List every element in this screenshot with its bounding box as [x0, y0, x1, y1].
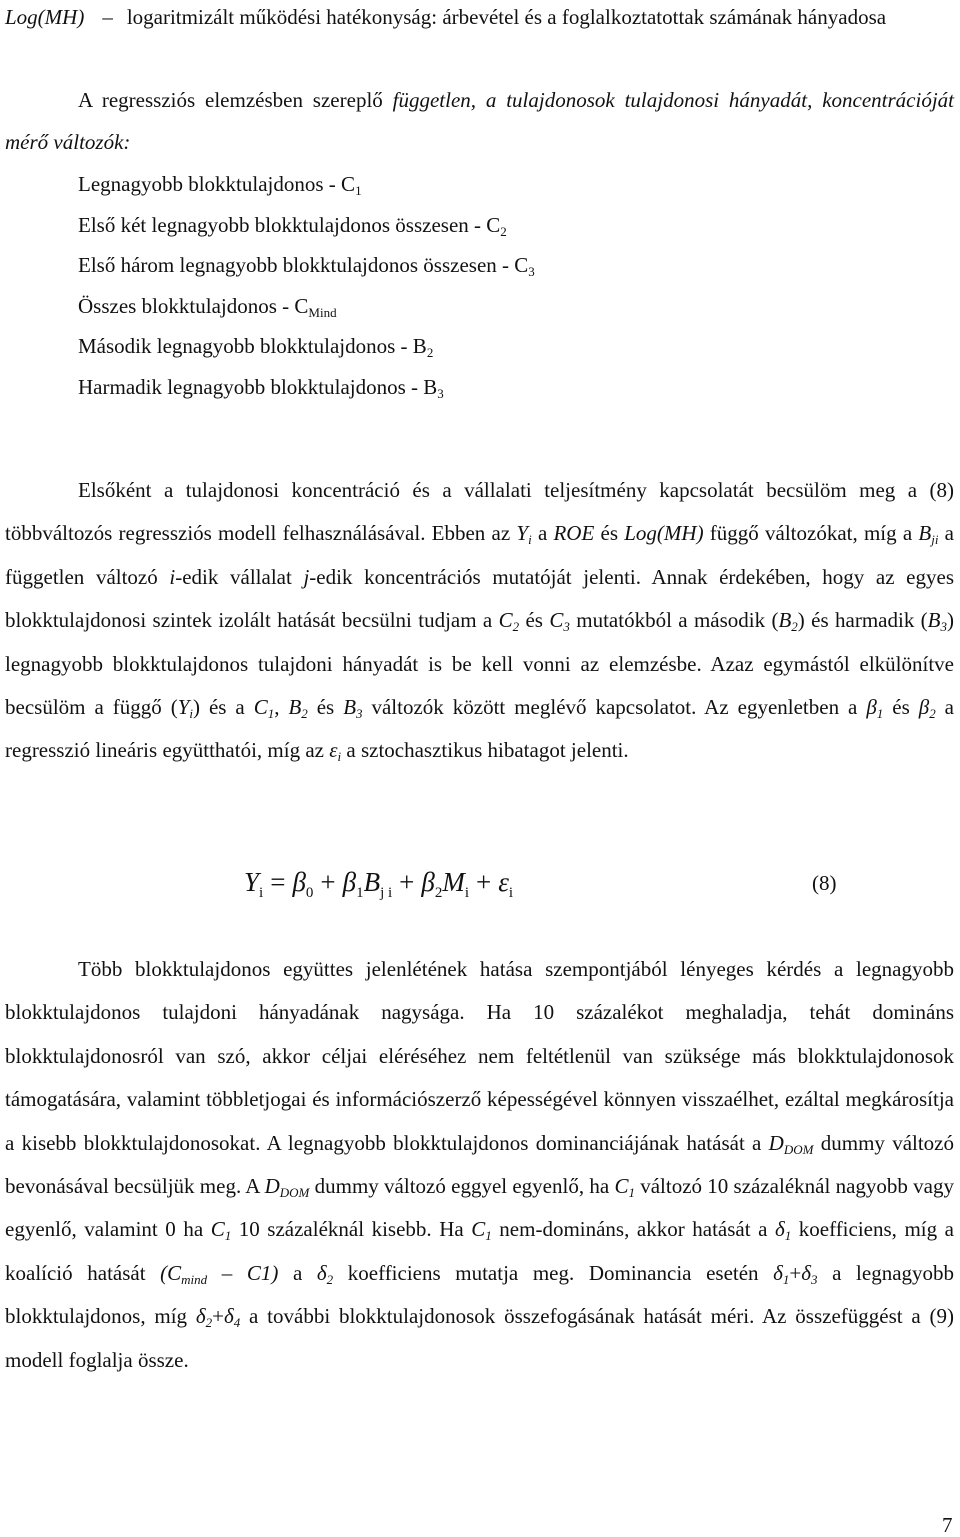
text-fragment: 1 [784, 1228, 792, 1244]
logmh-term: Log(MH) [5, 5, 85, 29]
variable-subscript: Mind [308, 304, 337, 320]
text-fragment: i [464, 885, 470, 901]
text-fragment: a további blokktulajdonosok összefogásának hatását méri. Az összefüggést a (9) modell foglalja össze. [5, 1304, 955, 1372]
text-fragment: Több blokktulajdonos együttes jelenlétének hatása szempontjából lényeges kérdés a legnagyobb blokktulajdonos tulajdoni hányadának nagysága. Ha 10 százalékot meghaladja, tehát domináns blokktulajdonosról van szó, akkor céljai eléréséhez nem feltétlenül van szüksége más blokktulajdonosok támogatására, valamint többletjogai és információszerző képességével könnyen visszaélhet, ezáltal megkárosítja a kisebb blokktulajdonosokat. A legnagyobb blokktulajdonos dominanciájának hatását a [5, 957, 954, 1155]
dominance-paragraph [5, 948, 954, 1382]
variable-subscript: 3 [528, 264, 535, 279]
text-fragment: koefficiens mutatja meg. Dominancia esetén [333, 1260, 774, 1285]
text-fragment: i [528, 532, 532, 548]
text-fragment: nem-domináns, akkor hatását a [491, 1217, 775, 1242]
text-fragment: és [594, 521, 625, 546]
text-fragment: D [768, 1130, 784, 1155]
text-fragment: a független változó [5, 521, 954, 589]
text-fragment: 1 [224, 1228, 232, 1244]
text-fragment: 2 [434, 885, 443, 901]
text-fragment: i [337, 749, 342, 765]
text-fragment: 0 [305, 885, 314, 901]
text-fragment: B [927, 608, 941, 633]
text-fragment: 2 [205, 1315, 213, 1331]
variable-item [78, 367, 535, 408]
text-fragment: + [399, 867, 415, 897]
text-fragment: -edik vállalat [175, 564, 304, 589]
text-fragment: C [498, 608, 513, 633]
text-fragment: Y [516, 521, 529, 546]
page-number: 7 [942, 1513, 953, 1537]
definition-dash: – [102, 5, 113, 29]
variable-subscript: 2 [500, 223, 507, 239]
text-fragment: B [288, 695, 302, 720]
text-fragment: 4 [233, 1315, 241, 1331]
variable-label: Első két legnagyobb blokktulajdonos összesen - C [78, 212, 501, 237]
subscript [784, 1142, 814, 1157]
text-fragment: és [307, 695, 344, 720]
text-fragment: δ [801, 1260, 812, 1285]
text-fragment: 10 százaléknál kisebb. Ha [231, 1217, 472, 1242]
text-fragment: ) legnagyobb blokktulajdonos tulajdoni hányadát is be kell vonni az elemzésbe. Azaz egymástól elkülönítve becsülöm a függő ( [5, 608, 954, 720]
variable-label: Második legnagyobb blokktulajdonos - B [78, 334, 427, 358]
logmh-definition: logaritmizált működési hatékonyság: árbevétel és a foglalkoztatottak számának hányadosa [126, 5, 887, 29]
text-fragment: 3 [563, 619, 570, 635]
text-fragment: ROE [553, 521, 595, 546]
regression-intro-lead: A regressziós elemzésben szereplő [78, 88, 393, 112]
text-fragment: 1 [267, 706, 275, 722]
text-fragment: a [531, 521, 554, 546]
text-fragment: változó 10 százaléknál nagyobb vagy egyenlő, valamint 0 ha [5, 1174, 954, 1242]
variable-label: Harmadik legnagyobb blokktulajdonos - B [78, 374, 438, 399]
text-fragment: a sztochasztikus hibatagot jelenti. [341, 738, 629, 763]
text-fragment: mutatókból a második ( [569, 608, 779, 633]
text-fragment: 1 [485, 1228, 492, 1244]
text-fragment: 3 [356, 706, 363, 722]
text-fragment: i [189, 706, 193, 722]
variable-subscript: 3 [437, 385, 444, 401]
text-fragment: B [363, 867, 381, 897]
concentration-paragraph [5, 469, 954, 773]
text-fragment: δ [773, 1260, 783, 1285]
text-fragment: 2 [512, 619, 520, 635]
text-fragment: és [883, 695, 919, 720]
text-fragment: Log(MH) [624, 521, 704, 546]
text-fragment: és [519, 608, 550, 633]
text-fragment: ε [329, 738, 338, 763]
subscript [380, 885, 392, 901]
regression-equation [244, 862, 513, 902]
text-fragment: C [471, 1217, 486, 1242]
variable-label: Összes blokktulajdonos - C [78, 293, 309, 318]
text-fragment: 1 [782, 1271, 790, 1287]
text-fragment: változók között meglévő kapcsolatot. Az egyenletben a [362, 695, 867, 720]
variable-item [78, 286, 535, 327]
text-fragment: Elsőként a tulajdonosi koncentráció és a vállalati teljesítmény kapcsolatát becsülöm meg a (8) többváltozós regressziós modell felhasználásával. Ebben az [5, 478, 954, 546]
text-fragment: β [866, 695, 877, 720]
text-fragment: D [264, 1174, 280, 1199]
variable-subscript: 1 [355, 183, 362, 198]
variable-list [78, 164, 535, 407]
regression-intro-italic: független, a tulajdonosok tulajdonosi hányadát, koncentrációját mérő változók: [5, 88, 954, 154]
text-fragment: B [778, 608, 792, 633]
text-fragment: 2 [326, 1271, 334, 1287]
text-fragment: dummy változó bevonásával becsüljük meg. A [5, 1130, 955, 1199]
text-fragment: – C1) [207, 1260, 279, 1285]
subscript [280, 1185, 310, 1200]
text-fragment: β [421, 867, 435, 897]
text-fragment: β [292, 867, 306, 897]
text-fragment: 1 [876, 706, 884, 722]
text-fragment: 2 [791, 619, 798, 635]
text-fragment: a legnagyobb blokktulajdonos, míg [5, 1260, 955, 1329]
text-fragment: ε [498, 867, 509, 897]
text-fragment: dummy változó eggyel egyenlő, ha [309, 1174, 615, 1199]
text-fragment: a [278, 1260, 317, 1285]
variable-definition-paragraph [5, 0, 954, 38]
equation-number: (8) [812, 871, 837, 895]
text-fragment: ) és a [193, 695, 254, 720]
text-fragment: + [476, 867, 492, 897]
variable-label: Legnagyobb blokktulajdonos - C [78, 172, 356, 196]
text-fragment: ji [931, 532, 939, 548]
variable-item [78, 205, 535, 246]
text-fragment: 3 [811, 1271, 818, 1287]
text-fragment: β [918, 695, 930, 720]
text-fragment: j [380, 885, 385, 901]
text-fragment: + [212, 1304, 224, 1329]
text-fragment: ) és harmadik ( [797, 608, 928, 633]
text-fragment: DOM [279, 1185, 310, 1201]
text-fragment: + [789, 1260, 802, 1285]
text-fragment: j [303, 564, 310, 589]
text-fragment: , [274, 695, 289, 720]
text-fragment: δ [223, 1304, 234, 1329]
text-fragment: (C [160, 1260, 182, 1285]
variable-label: Első három legnagyobb blokktulajdonos összesen - C [78, 253, 529, 277]
variable-item [78, 326, 535, 367]
text-fragment: koefficiens, míg a koalíció hatását [5, 1217, 954, 1285]
text-fragment: i [169, 564, 176, 589]
text-fragment: C [253, 695, 268, 720]
text-fragment: i [388, 885, 393, 901]
text-fragment: 2 [929, 706, 936, 722]
text-fragment: 3 [940, 619, 947, 635]
variable-item [78, 164, 535, 205]
text-fragment: C [549, 608, 564, 633]
variable-item [78, 245, 535, 286]
text-fragment: mind [181, 1271, 208, 1287]
text-fragment: C [210, 1217, 225, 1242]
text-fragment: 1 [356, 885, 364, 901]
text-fragment: 2 [301, 706, 308, 722]
variable-subscript: 2 [426, 345, 434, 360]
subscript [181, 1272, 207, 1287]
text-fragment: i [259, 885, 264, 901]
text-fragment: Y [177, 695, 190, 720]
text-fragment: δ [195, 1304, 206, 1329]
text-fragment: β [342, 867, 357, 897]
text-fragment: Y [244, 867, 260, 897]
text-fragment: függő változókat, míg a [703, 521, 919, 546]
text-fragment: δ [774, 1217, 785, 1242]
regression-intro-paragraph [5, 79, 954, 163]
text-fragment: 1 [628, 1185, 635, 1201]
text-fragment: M [442, 867, 465, 897]
text-fragment: + [320, 867, 336, 897]
text-fragment: δ [316, 1260, 327, 1285]
text-fragment: i [508, 885, 514, 901]
text-fragment: B [918, 521, 932, 546]
text-fragment: -edik koncentrációs mutatóját jelenti. Annak érdekében, hogy az egyes blokktulajdonosi szintek izolált hatását becsülni tudjam a [5, 564, 954, 633]
text-fragment: a regresszió lineáris együtthatói, míg az [5, 695, 954, 763]
text-fragment: B [343, 695, 357, 720]
text-fragment: C [614, 1174, 629, 1199]
text-fragment: DOM [783, 1141, 814, 1157]
text-fragment: = [270, 867, 286, 897]
